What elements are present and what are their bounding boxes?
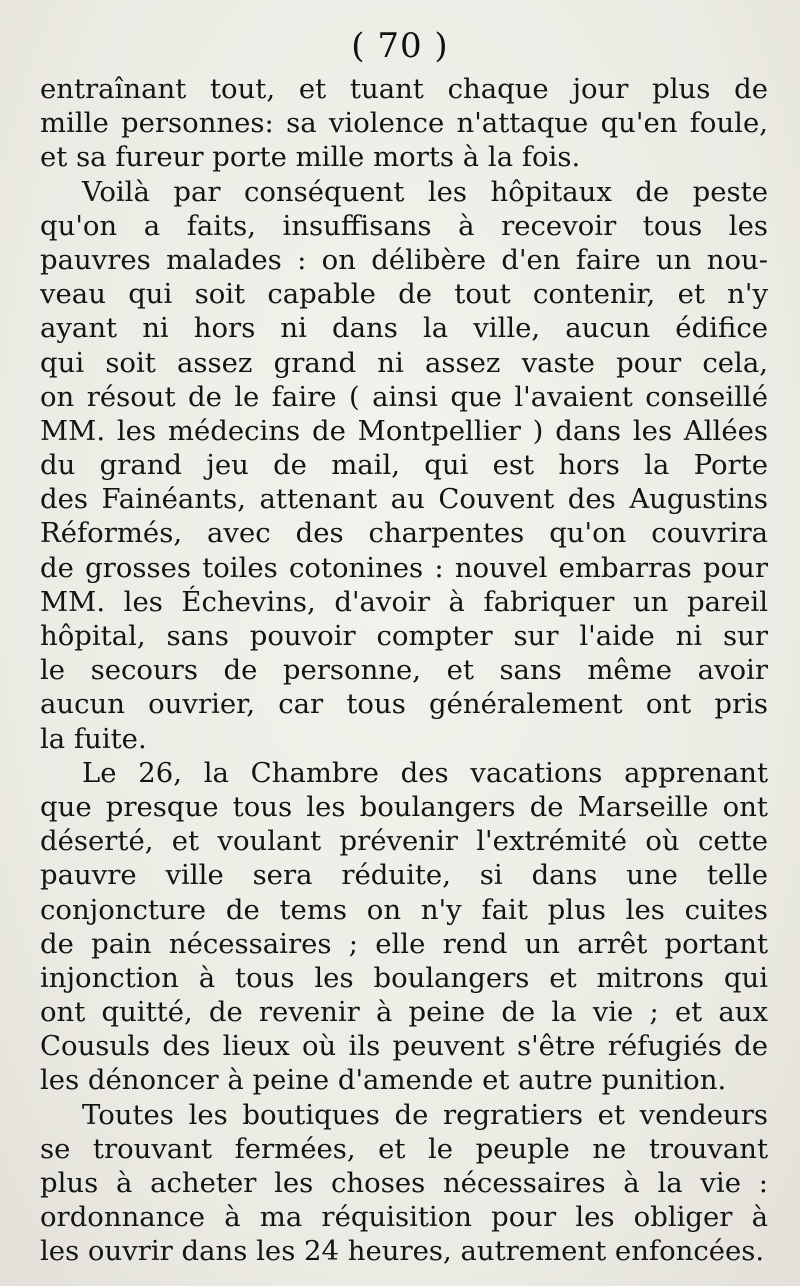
text-line: Toutes les boutiques de regratiers et vendeurs: [82, 1098, 768, 1131]
paragraph: [40, 175, 768, 756]
text-line: Réformés, avec des charpentes qu'on couvrira: [40, 517, 768, 550]
text-line: qui soit assez grand ni assez vaste pour cela,: [40, 346, 768, 379]
text-line: Le 26, la Chambre des vacations apprenant: [82, 756, 768, 789]
text-line: pauvres malades : on délibère d'en faire un nou-: [40, 243, 768, 276]
text-line: entraînant tout, et tuant chaque jour plus de: [40, 73, 768, 105]
text-line: déserté, et voulant prévenir l'extrémité où cette: [40, 825, 768, 858]
text-line: aucun ouvrier, car tous généralement ont pris: [40, 688, 768, 721]
text-line: le secours de personne, et sans même avoir: [40, 654, 768, 687]
paragraph: [40, 72, 768, 175]
text-line: veau qui soit capable de tout contenir, et n'y: [40, 278, 768, 311]
text-line: Voilà par conséquent les hôpitaux de peste: [82, 175, 768, 208]
text-line: hôpital, sans pouvoir compter sur l'aide ni sur: [40, 620, 768, 652]
text-line: la fuite.: [40, 722, 147, 755]
text-line: conjoncture de tems on n'y fait plus les cuites: [40, 893, 768, 926]
text-line: du grand jeu de mail, qui est hors la Porte: [40, 449, 768, 482]
text-line: de grosses toiles cotonines : nouvel embarras pour: [40, 551, 768, 584]
text-line: les ouvrir dans les 24 heures, autrement enfoncées.: [40, 1235, 765, 1268]
text-line: ordonnance à ma réquisition pour les obliger à: [40, 1201, 768, 1234]
text-line: pauvre ville sera réduite, si dans une telle: [40, 859, 768, 892]
text-line: que presque tous les boulangers de Marseille ont: [40, 790, 768, 823]
text-line: et sa fureur porte mille morts à la fois.: [40, 141, 581, 174]
paragraph: [40, 1098, 768, 1269]
text-line: ayant ni hors ni dans la ville, aucun édifice: [40, 312, 768, 345]
text-line: ont quitté, de revenir à peine de la vie ; et aux: [40, 996, 768, 1029]
text-line: MM. les Échevins, d'avoir à fabriquer un pareil: [40, 585, 768, 618]
text-line: les dénoncer à peine d'amende et autre punition.: [40, 1064, 727, 1097]
text-line: mille personnes: sa violence n'attaque qu'en foule,: [40, 107, 768, 140]
text-line: injonction à tous les boulangers et mitrons qui: [40, 961, 768, 994]
text-line: se trouvant fermées, et le peuple ne trouvant: [40, 1132, 768, 1165]
text-line: qu'on a faits, insuffisans à recevoir tous les: [40, 209, 768, 242]
paragraph: [40, 756, 768, 1098]
text-line: on résout de le faire ( ainsi que l'avaient conseillé: [40, 380, 768, 413]
text-line: de pain nécessaires ; elle rend un arrêt portant: [40, 927, 768, 960]
text-line: Cousuls des lieux où ils peuvent s'être réfugiés de: [40, 1030, 768, 1063]
text-line: des Fainéants, attenant au Couvent des Augustins: [40, 483, 768, 516]
text-line: MM. les médecins de Montpellier ) dans les Allées: [40, 414, 768, 447]
text-line: plus à acheter les choses nécessaires à la vie :: [40, 1167, 768, 1199]
body-text: [40, 72, 768, 1269]
page-number: ( 70 ): [351, 26, 449, 66]
